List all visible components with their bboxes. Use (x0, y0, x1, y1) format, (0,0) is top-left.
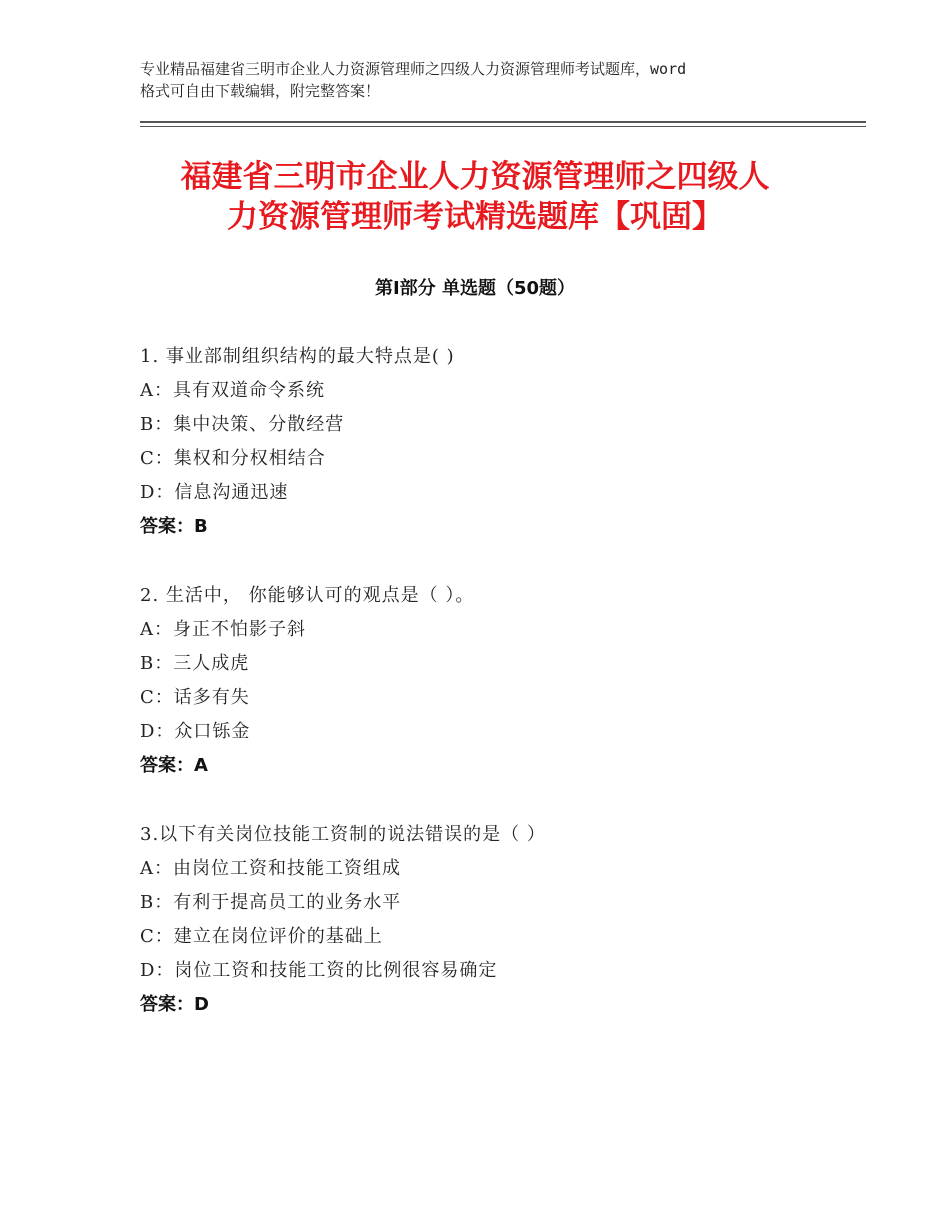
answer-label: 答案：A (140, 755, 208, 776)
header-note-line-1: 专业精品福建省三明市企业人力资源管理师之四级人力资源管理师考试题库，word (140, 60, 687, 78)
question-stem: 2. 生活中， 你能够认可的观点是（ ）。 (140, 585, 475, 606)
question-2 (140, 579, 860, 783)
option-a: A：由岗位工资和技能工资组成 (140, 858, 401, 879)
option-c: C：话多有失 (140, 687, 250, 708)
header-note-line-2: 格式可自由下载编辑，附完整答案！ (140, 82, 381, 100)
answer-label: 答案：B (140, 516, 208, 537)
header-note (140, 58, 830, 102)
option-d: D：众口铄金 (140, 721, 251, 742)
answer-label: 答案：D (140, 994, 209, 1015)
header-divider-thick (140, 121, 866, 123)
option-a: A：身正不怕影子斜 (140, 619, 306, 640)
question-1 (140, 340, 860, 544)
section-heading: 第Ⅰ部分 单选题（50题） (374, 278, 575, 299)
option-b: B：有利于提高员工的业务水平 (140, 892, 402, 913)
question-stem: 1. 事业部制组织结构的最大特点是( ) (140, 346, 455, 367)
option-d: D：信息沟通迅速 (140, 482, 289, 503)
header-divider-thin (140, 126, 866, 127)
question-stem: 3.以下有关岗位技能工资制的说法错误的是（ ） (140, 824, 546, 845)
option-b: B：三人成虎 (140, 653, 250, 674)
option-b: B：集中决策、分散经营 (140, 414, 345, 435)
option-c: C：建立在岗位评价的基础上 (140, 926, 383, 947)
document-title-line-2: 力资源管理师考试精选题库【巩固】 (227, 199, 723, 235)
option-d: D：岗位工资和技能工资的比例很容易确定 (140, 960, 498, 981)
option-c: C：集权和分权相结合 (140, 448, 326, 469)
option-a: A：具有双道命令系统 (140, 380, 325, 401)
document-title (100, 157, 850, 237)
document-title-line-1: 福建省三明市企业人力资源管理师之四级人 (180, 159, 770, 195)
question-3 (140, 818, 860, 1022)
